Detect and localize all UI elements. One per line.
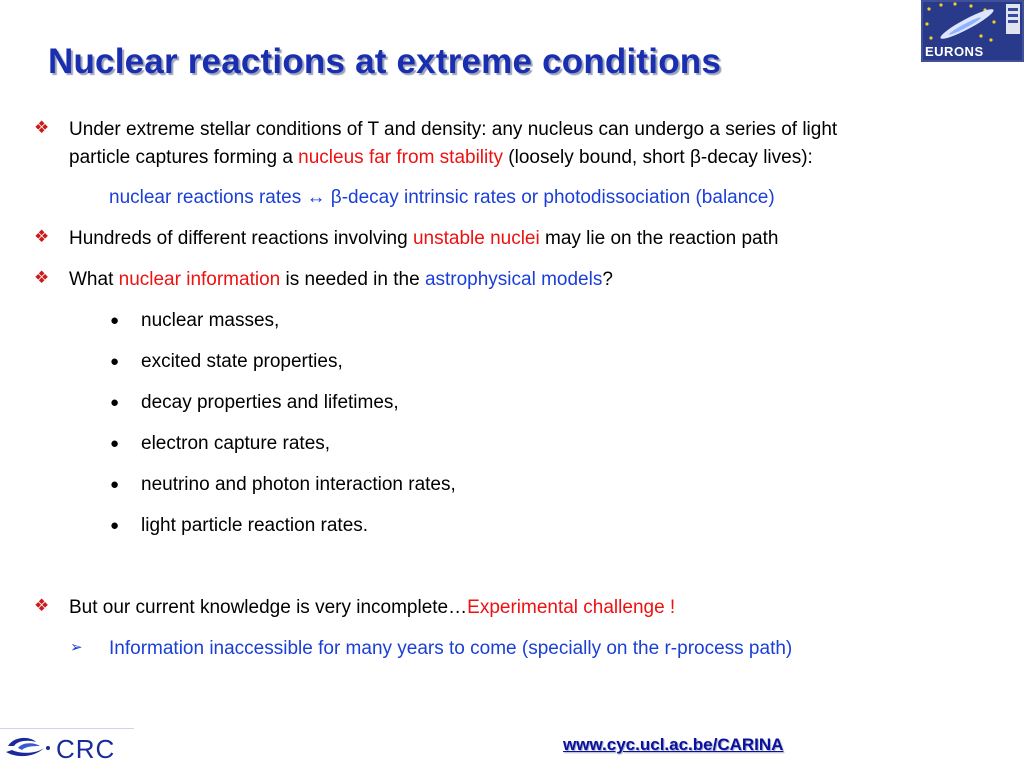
diamond-bullet-icon: ❖ — [34, 596, 50, 615]
diamond-bullet-icon: ❖ — [34, 268, 50, 287]
dot-bullet-icon: ● — [110, 353, 120, 370]
crc-logo-text: CRC — [56, 734, 116, 764]
bullet-1-line-1: Under extreme stellar conditions of T and density: any nucleus can undergo a series of light — [69, 119, 838, 140]
bullet-1-text-a: particle captures forming a — [69, 147, 299, 168]
bullet-2-highlight: unstable nuclei — [412, 228, 540, 249]
list-item: light particle reaction rates. — [141, 515, 369, 536]
list-item: nuclear masses, — [141, 310, 280, 331]
bullet-4-subline: Information inaccessible for many years to come (specially on the r-process path) — [109, 638, 793, 659]
bullet-4-highlight: Experimental challenge ! — [467, 597, 676, 618]
bullet-2 — [69, 226, 778, 252]
bullet-3-text-b: is needed in the — [280, 269, 425, 290]
dot-bullet-icon: ● — [110, 435, 120, 452]
eurons-logo-text: EURONS — [925, 44, 984, 59]
slide-title: Nuclear reactions at extreme conditions — [48, 42, 722, 81]
bullet-1-text-b: (loosely bound, short β-decay lives): — [503, 147, 813, 168]
dot-bullet-icon: ● — [110, 476, 120, 493]
bullet-1-highlight: nucleus far from stability — [298, 147, 504, 168]
bullet-3 — [69, 267, 613, 293]
dot-bullet-icon: ● — [110, 517, 120, 534]
list-item: decay properties and lifetimes, — [141, 392, 399, 413]
list-item: excited state properties, — [141, 351, 343, 372]
arrow-bullet-icon: ➢ — [70, 639, 83, 656]
bullet-2-text-b: may lie on the reaction path — [539, 228, 779, 249]
diamond-bullet-icon: ❖ — [34, 227, 50, 246]
bullet-1-line-2 — [69, 145, 813, 171]
bullet-3-highlight-blue: astrophysical models — [424, 269, 603, 290]
bullet-4 — [69, 595, 675, 621]
list-item: electron capture rates, — [141, 433, 331, 454]
bullet-3-text-a: What — [69, 269, 119, 290]
bullet-3-text-c: ? — [602, 269, 613, 290]
bullet-3-highlight-red: nuclear information — [118, 269, 281, 290]
list-item: neutrino and photon interaction rates, — [141, 474, 456, 495]
bullet-1-subline: nuclear reactions rates ↔ β-decay intrinsic rates or photodissociation (balance) — [109, 187, 775, 208]
bullet-2-text-a: Hundreds of different reactions involving — [69, 228, 413, 249]
dot-bullet-icon: ● — [110, 312, 120, 329]
diamond-bullet-icon: ❖ — [34, 118, 50, 137]
footer-link[interactable]: www.cyc.ucl.ac.be/CARINA — [563, 735, 784, 754]
crc-logo — [0, 728, 134, 768]
bullet-4-text-a: But our current knowledge is very incomplete… — [69, 597, 468, 618]
dot-bullet-icon: ● — [110, 394, 120, 411]
